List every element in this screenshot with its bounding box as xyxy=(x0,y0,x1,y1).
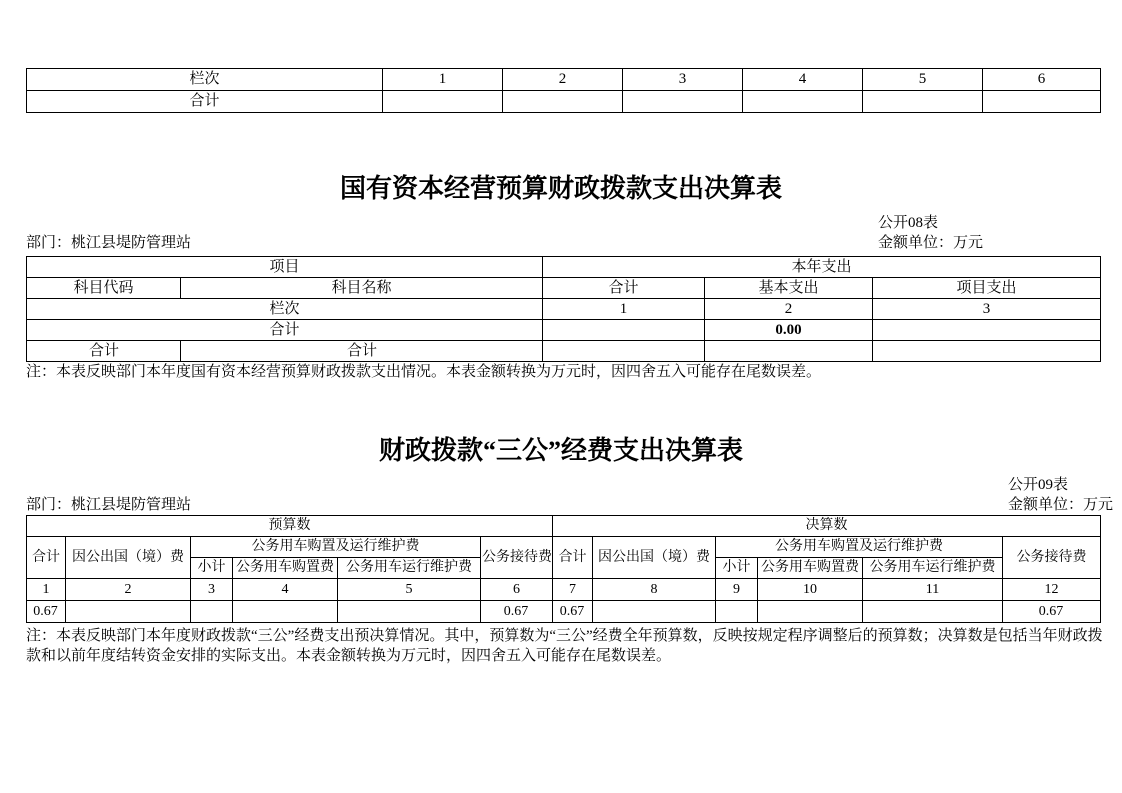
table-row xyxy=(27,299,1101,320)
column-index-cell: 5 xyxy=(863,69,983,91)
header-budget-vehicle-subtotal: 小计 xyxy=(191,558,233,579)
table-row xyxy=(27,257,1101,278)
header-budget-total: 合计 xyxy=(27,537,66,579)
column-index-cell: 4 xyxy=(233,579,338,601)
header-current-year-expenditure: 本年支出 xyxy=(543,257,1101,278)
header-budget: 预算数 xyxy=(27,516,553,537)
three-public-expenses-table xyxy=(26,515,1101,623)
header-final-vehicle-purchase: 公务用车购置费 xyxy=(758,558,863,579)
header-final-vehicle-operation: 公务用车运行维护费 xyxy=(863,558,1003,579)
budget-reception-value: 0.67 xyxy=(481,601,553,623)
column-index-cell: 1 xyxy=(27,579,66,601)
table-09-note: 注：本表反映部门本年度财政拨款“三公”经费支出预决算情况。其中，预算数为“三公”经费全年预算数，反映按规定程序调整后的预算数；决算数是包括当年财政拨款和以前年度结转资金安排的实际支出。本表金额转换为万元时，因四舍五入可能存在尾数误差。 xyxy=(26,628,1103,664)
empty-cell xyxy=(338,601,481,623)
header-final-vehicle: 公务用车购置及运行维护费 xyxy=(716,537,1003,558)
header-basic-expenditure: 基本支出 xyxy=(705,278,873,299)
table-08-title: 国有资本经营预算财政拨款支出决算表 xyxy=(339,174,782,203)
budget-total-value: 0.67 xyxy=(27,601,66,623)
table-row xyxy=(27,579,1101,601)
table-08-unit-label: 金额单位：万元 xyxy=(878,235,984,251)
state-capital-expenditure-table xyxy=(26,256,1101,362)
empty-cell xyxy=(983,91,1101,113)
table-row xyxy=(27,601,1101,623)
final-reception-value: 0.67 xyxy=(1003,601,1101,623)
table-row xyxy=(27,91,1101,113)
header-final: 决算数 xyxy=(553,516,1101,537)
column-index-cell: 1 xyxy=(383,69,503,91)
header-project: 项目 xyxy=(27,257,543,278)
column-index-label: 栏次 xyxy=(27,69,383,91)
header-budget-reception: 公务接待费 xyxy=(481,537,553,579)
header-budget-vehicle-operation: 公务用车运行维护费 xyxy=(338,558,481,579)
column-index-cell: 2 xyxy=(705,299,873,320)
table-row xyxy=(27,341,1101,362)
empty-cell xyxy=(863,91,983,113)
detail-subject-name: 合计 xyxy=(181,341,543,362)
table-08-note: 注：本表反映部门本年度国有资本经营预算财政拨款支出情况。本表金额转换为万元时，因四舍五入可能存在尾数误差。 xyxy=(26,364,822,380)
empty-cell xyxy=(543,320,705,341)
empty-cell xyxy=(863,601,1003,623)
empty-cell xyxy=(623,91,743,113)
column-index-cell: 3 xyxy=(623,69,743,91)
final-total-value: 0.67 xyxy=(553,601,593,623)
column-index-cell: 4 xyxy=(743,69,863,91)
empty-cell xyxy=(543,341,705,362)
empty-cell xyxy=(503,91,623,113)
header-final-total: 合计 xyxy=(553,537,593,579)
header-final-abroad: 因公出国（境）费 xyxy=(593,537,716,579)
column-index-cell: 10 xyxy=(758,579,863,601)
table-09-unit-label: 金额单位：万元 xyxy=(1008,497,1114,513)
column-index-label: 栏次 xyxy=(27,299,543,320)
empty-cell xyxy=(873,320,1101,341)
header-final-reception: 公务接待费 xyxy=(1003,537,1101,579)
table-row xyxy=(27,278,1101,299)
column-index-cell: 6 xyxy=(481,579,553,601)
empty-cell xyxy=(716,601,758,623)
empty-cell xyxy=(743,91,863,113)
total-row-label: 合计 xyxy=(27,320,543,341)
column-index-cell: 8 xyxy=(593,579,716,601)
table-row xyxy=(27,69,1101,91)
table-09-department: 部门：桃江县堤防管理站 xyxy=(26,497,192,513)
empty-cell xyxy=(66,601,191,623)
header-total: 合计 xyxy=(543,278,705,299)
column-index-cell: 3 xyxy=(873,299,1101,320)
empty-cell xyxy=(233,601,338,623)
column-index-cell: 11 xyxy=(863,579,1003,601)
column-index-cell: 9 xyxy=(716,579,758,601)
empty-cell xyxy=(758,601,863,623)
column-index-cell: 1 xyxy=(543,299,705,320)
column-index-cell: 3 xyxy=(191,579,233,601)
empty-cell xyxy=(873,341,1101,362)
table-row xyxy=(27,320,1101,341)
empty-cell xyxy=(593,601,716,623)
column-index-cell: 7 xyxy=(553,579,593,601)
table-row xyxy=(27,516,1101,537)
column-index-cell: 12 xyxy=(1003,579,1101,601)
column-index-cell: 5 xyxy=(338,579,481,601)
detail-subject-code: 合计 xyxy=(27,341,181,362)
table-09-title: 财政拨款“三公”经费支出决算表 xyxy=(378,436,743,465)
header-budget-vehicle: 公务用车购置及运行维护费 xyxy=(191,537,481,558)
empty-cell xyxy=(383,91,503,113)
table-09-form-code: 公开09表 xyxy=(1008,477,1069,493)
column-index-cell: 2 xyxy=(66,579,191,601)
empty-cell xyxy=(705,341,873,362)
column-index-cell: 2 xyxy=(503,69,623,91)
header-project-expenditure: 项目支出 xyxy=(873,278,1101,299)
total-row-label: 合计 xyxy=(27,91,383,113)
table-row xyxy=(27,537,1101,558)
column-index-cell: 6 xyxy=(983,69,1101,91)
table-08-form-code: 公开08表 xyxy=(878,215,939,231)
header-final-vehicle-subtotal: 小计 xyxy=(716,558,758,579)
basic-expenditure-total-value: 0.00 xyxy=(705,320,873,341)
table-08-department: 部门：桃江县堤防管理站 xyxy=(26,235,192,251)
header-subject-name: 科目名称 xyxy=(181,278,543,299)
header-budget-vehicle-purchase: 公务用车购置费 xyxy=(233,558,338,579)
empty-cell xyxy=(191,601,233,623)
carryover-columns-table xyxy=(26,68,1101,113)
header-budget-abroad: 因公出国（境）费 xyxy=(66,537,191,579)
header-subject-code: 科目代码 xyxy=(27,278,181,299)
